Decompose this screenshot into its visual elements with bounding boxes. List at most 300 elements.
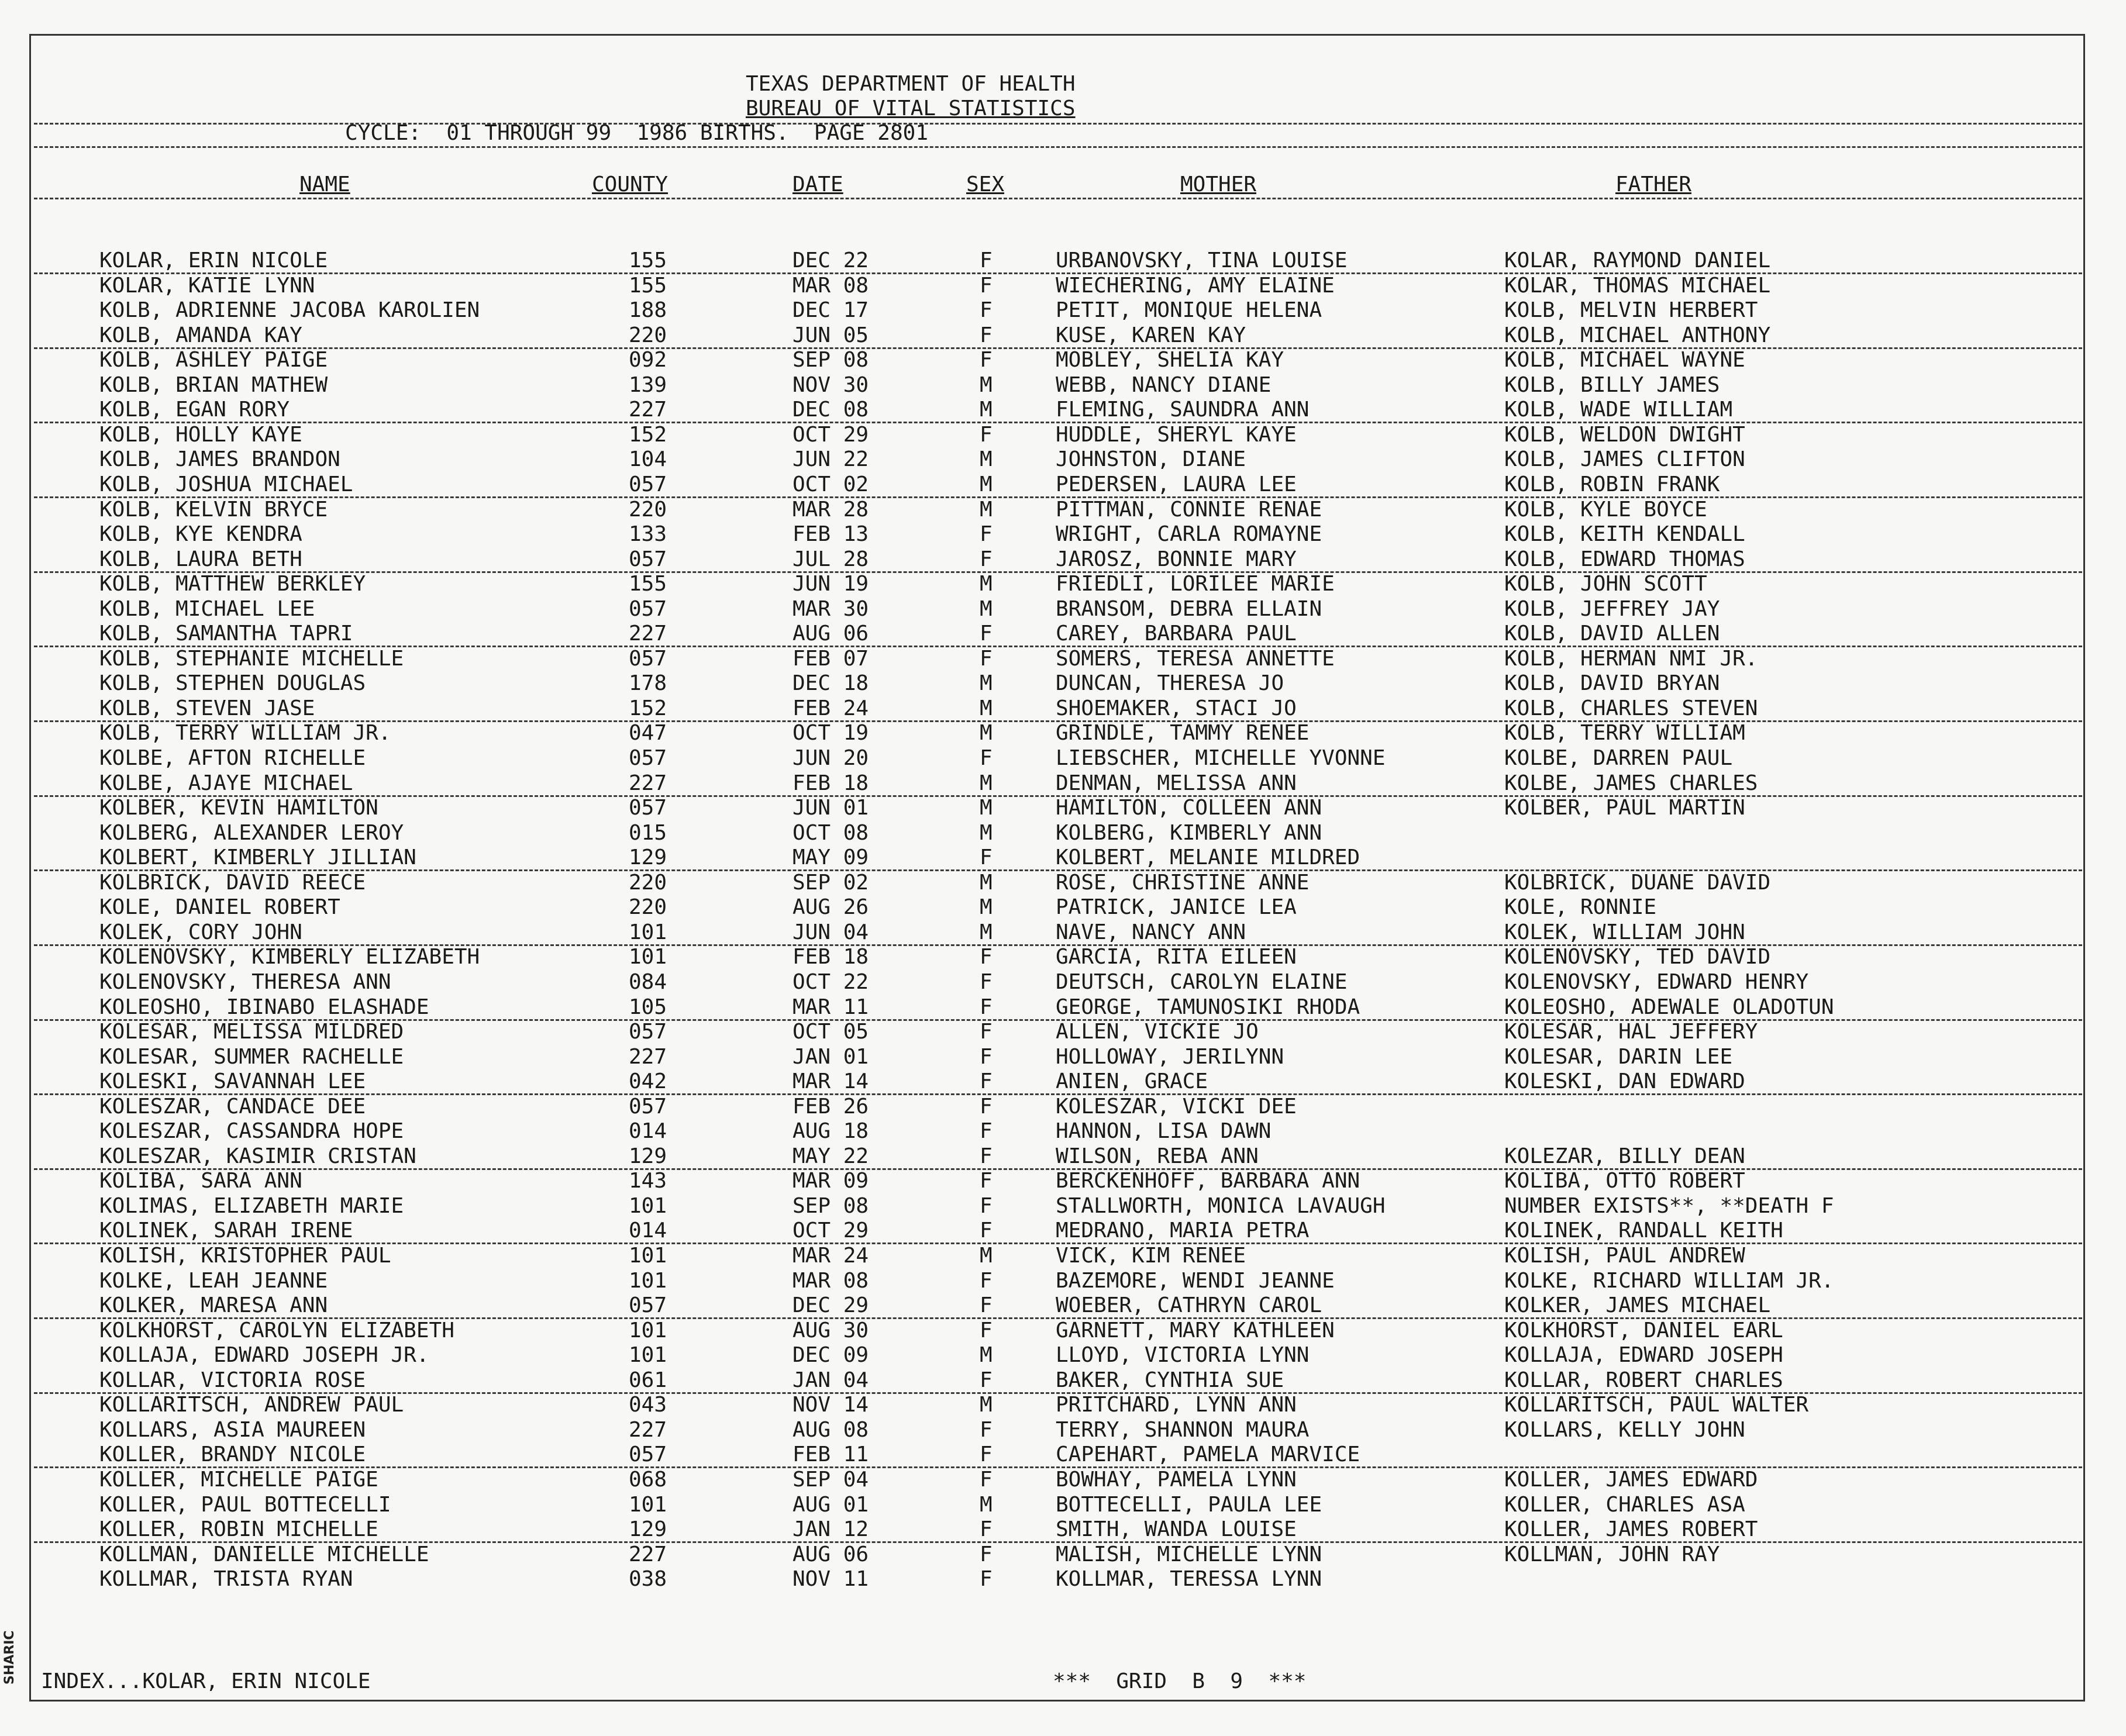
- cell-county: 057: [629, 1020, 667, 1044]
- cell-name: KOLB, SAMANTHA TAPRI: [99, 622, 353, 646]
- cell-sex: M: [980, 871, 993, 895]
- cell-sex: M: [980, 796, 993, 820]
- cell-father: KOLB, TERRY WILLIAM: [1504, 721, 1745, 745]
- cell-sex: F: [980, 249, 993, 272]
- cell-mother: WIECHERING, AMY ELAINE: [1056, 274, 1335, 298]
- cell-name: KOLB, STEVEN JASE: [99, 696, 315, 720]
- cell-county: 139: [629, 373, 667, 397]
- cell-date: AUG 18: [792, 1119, 869, 1143]
- cell-date: MAR 09: [792, 1169, 869, 1193]
- cell-name: KOLEK, CORY JOHN: [99, 920, 302, 944]
- cell-date: MAR 08: [792, 274, 869, 298]
- cell-name: KOLBERG, ALEXANDER LEROY: [99, 821, 404, 845]
- cell-mother: WOEBER, CATHRYN CAROL: [1056, 1293, 1322, 1317]
- cell-father: KOLIBA, OTTO ROBERT: [1504, 1169, 1745, 1193]
- cell-mother: WEBB, NANCY DIANE: [1056, 373, 1272, 397]
- cell-sex: F: [980, 970, 993, 994]
- cell-name: KOLESZAR, KASIMIR CRISTAN: [99, 1144, 416, 1168]
- cell-date: JAN 04: [792, 1368, 869, 1392]
- cell-county: 038: [629, 1567, 667, 1591]
- cell-father: KOLB, WELDON DWIGHT: [1504, 423, 1745, 447]
- cell-date: MAR 30: [792, 597, 869, 621]
- cell-mother: VICK, KIM RENEE: [1056, 1244, 1246, 1268]
- cell-father: KOLB, KYLE BOYCE: [1504, 498, 1707, 522]
- cell-name: KOLLARITSCH, ANDREW PAUL: [99, 1393, 404, 1417]
- cell-date: FEB 07: [792, 647, 869, 671]
- cell-county: 133: [629, 522, 667, 546]
- cell-name: KOLB, BRIAN MATHEW: [99, 373, 328, 397]
- cell-sex: M: [980, 498, 993, 522]
- cell-date: MAY 09: [792, 845, 869, 869]
- cell-county: 084: [629, 970, 667, 994]
- cell-sex: F: [980, 622, 993, 646]
- cell-county: 057: [629, 472, 667, 496]
- cell-county: 152: [629, 696, 667, 720]
- cell-father: KOLENOVSKY, EDWARD HENRY: [1504, 970, 1809, 994]
- cell-county: 057: [629, 1442, 667, 1466]
- cell-date: OCT 05: [792, 1020, 869, 1044]
- cell-sex: F: [980, 1368, 993, 1392]
- divider: [34, 123, 2082, 125]
- cell-mother: SOMERS, TERESA ANNETTE: [1056, 647, 1335, 671]
- cell-father: KOLB, MICHAEL WAYNE: [1504, 348, 1745, 372]
- cell-sex: F: [980, 1194, 993, 1218]
- cell-sex: M: [980, 1393, 993, 1417]
- header-subtitle: BUREAU OF VITAL STATISTICS: [746, 96, 1076, 120]
- cell-date: FEB 13: [792, 522, 869, 546]
- cell-mother: KOLLMAR, TERESSA LYNN: [1056, 1567, 1322, 1591]
- cell-mother: TERRY, SHANNON MAURA: [1056, 1418, 1310, 1442]
- cell-county: 014: [629, 1219, 667, 1243]
- cell-date: MAY 22: [792, 1144, 869, 1168]
- cell-date: DEC 29: [792, 1293, 869, 1317]
- cell-date: MAR 11: [792, 995, 869, 1019]
- cell-county: 101: [629, 945, 667, 969]
- cell-name: KOLESKI, SAVANNAH LEE: [99, 1069, 366, 1093]
- cell-mother: KUSE, KAREN KAY: [1056, 323, 1246, 347]
- cell-father: KOLB, HERMAN NMI JR.: [1504, 647, 1758, 671]
- cell-father: KOLB, CHARLES STEVEN: [1504, 696, 1758, 720]
- cell-mother: HOLLOWAY, JERILYNN: [1056, 1045, 1284, 1069]
- cell-date: DEC 09: [792, 1343, 869, 1367]
- cell-date: JUN 05: [792, 323, 869, 347]
- cell-county: 227: [629, 1542, 667, 1566]
- cell-mother: HAMILTON, COLLEEN ANN: [1056, 796, 1322, 820]
- cell-date: OCT 19: [792, 721, 869, 745]
- cell-mother: MEDRANO, MARIA PETRA: [1056, 1219, 1310, 1243]
- cell-father: KOLEK, WILLIAM JOHN: [1504, 920, 1745, 944]
- cell-name: KOLIMAS, ELIZABETH MARIE: [99, 1194, 404, 1218]
- cell-sex: F: [980, 1169, 993, 1193]
- cell-county: 042: [629, 1069, 667, 1093]
- cell-name: KOLB, AMANDA KAY: [99, 323, 302, 347]
- cell-name: KOLEOSHO, IBINABO ELASHADE: [99, 995, 429, 1019]
- column-header-mother: MOTHER: [1180, 172, 1257, 196]
- cell-date: JUL 28: [792, 547, 869, 571]
- cell-name: KOLBE, AFTON RICHELLE: [99, 746, 366, 770]
- cell-sex: M: [980, 920, 993, 944]
- cell-sex: F: [980, 1045, 993, 1069]
- cell-sex: M: [980, 572, 993, 596]
- cell-date: SEP 02: [792, 871, 869, 895]
- cell-father: KOLLER, JAMES EDWARD: [1504, 1468, 1758, 1492]
- cell-mother: PATRICK, JANICE LEA: [1056, 895, 1297, 919]
- cell-sex: F: [980, 1069, 993, 1093]
- cell-county: 057: [629, 1293, 667, 1317]
- cell-father: KOLISH, PAUL ANDREW: [1504, 1244, 1745, 1268]
- cell-name: KOLLER, MICHELLE PAIGE: [99, 1468, 378, 1492]
- cell-date: FEB 18: [792, 945, 869, 969]
- cell-name: KOLB, MATTHEW BERKLEY: [99, 572, 366, 596]
- cell-county: 092: [629, 348, 667, 372]
- cell-date: OCT 22: [792, 970, 869, 994]
- cell-name: KOLB, JOSHUA MICHAEL: [99, 472, 353, 496]
- cell-mother: BOTTECELLI, PAULA LEE: [1056, 1493, 1322, 1517]
- cell-date: MAR 08: [792, 1269, 869, 1293]
- cell-sex: M: [980, 696, 993, 720]
- cell-father: KOLBRICK, DUANE DAVID: [1504, 871, 1771, 895]
- cell-sex: M: [980, 895, 993, 919]
- cell-father: KOLBER, PAUL MARTIN: [1504, 796, 1745, 820]
- cell-county: 129: [629, 1144, 667, 1168]
- cell-sex: F: [980, 323, 993, 347]
- cell-sex: F: [980, 1542, 993, 1566]
- cell-father: KOLB, MELVIN HERBERT: [1504, 298, 1758, 322]
- cell-name: KOLB, LAURA BETH: [99, 547, 302, 571]
- cell-county: 104: [629, 447, 667, 471]
- cell-sex: F: [980, 298, 993, 322]
- cell-father: KOLKER, JAMES MICHAEL: [1504, 1293, 1771, 1317]
- cell-county: 014: [629, 1119, 667, 1143]
- cell-county: 057: [629, 746, 667, 770]
- cell-father: KOLINEK, RANDALL KEITH: [1504, 1219, 1783, 1243]
- cell-county: 220: [629, 895, 667, 919]
- cell-date: OCT 08: [792, 821, 869, 845]
- cell-mother: WRIGHT, CARLA ROMAYNE: [1056, 522, 1322, 546]
- cell-sex: M: [980, 721, 993, 745]
- cell-sex: F: [980, 274, 993, 298]
- cell-county: 101: [629, 1493, 667, 1517]
- cell-name: KOLKE, LEAH JEANNE: [99, 1269, 328, 1293]
- cell-mother: GEORGE, TAMUNOSIKI RHODA: [1056, 995, 1360, 1019]
- cell-date: AUG 08: [792, 1418, 869, 1442]
- cell-date: AUG 06: [792, 622, 869, 646]
- cell-county: 129: [629, 1517, 667, 1541]
- cell-sex: F: [980, 1020, 993, 1044]
- cell-father: KOLB, JOHN SCOTT: [1504, 572, 1707, 596]
- cell-name: KOLBER, KEVIN HAMILTON: [99, 796, 378, 820]
- cell-sex: M: [980, 597, 993, 621]
- cell-date: FEB 24: [792, 696, 869, 720]
- cell-name: KOLLMAR, TRISTA RYAN: [99, 1567, 353, 1591]
- cell-father: KOLLMAN, JOHN RAY: [1504, 1542, 1720, 1566]
- cell-mother: KOLBERG, KIMBERLY ANN: [1056, 821, 1322, 845]
- cell-mother: PEDERSEN, LAURA LEE: [1056, 472, 1297, 496]
- cell-mother: HUDDLE, SHERYL KAYE: [1056, 423, 1297, 447]
- cell-mother: FLEMING, SAUNDRA ANN: [1056, 398, 1310, 422]
- cell-sex: M: [980, 771, 993, 795]
- cell-mother: MOBLEY, SHELIA KAY: [1056, 348, 1284, 372]
- cell-county: 101: [629, 1194, 667, 1218]
- cell-name: KOLB, KELVIN BRYCE: [99, 498, 328, 522]
- cell-name: KOLESZAR, CASSANDRA HOPE: [99, 1119, 404, 1143]
- cell-county: 227: [629, 622, 667, 646]
- cell-mother: KOLBERT, MELANIE MILDRED: [1056, 845, 1360, 869]
- cell-county: 155: [629, 249, 667, 272]
- cell-mother: SHOEMAKER, STACI JO: [1056, 696, 1297, 720]
- cell-mother: PRITCHARD, LYNN ANN: [1056, 1393, 1297, 1417]
- cell-sex: F: [980, 845, 993, 869]
- cell-mother: ANIEN, GRACE: [1056, 1069, 1208, 1093]
- cell-name: KOLBERT, KIMBERLY JILLIAN: [99, 845, 416, 869]
- column-header-county: COUNTY: [592, 172, 669, 196]
- column-header-father: FATHER: [1615, 172, 1692, 196]
- cell-county: 101: [629, 1244, 667, 1268]
- header-title: TEXAS DEPARTMENT OF HEALTH: [746, 72, 1076, 96]
- cell-date: NOV 30: [792, 373, 869, 397]
- cell-father: KOLKE, RICHARD WILLIAM JR.: [1504, 1269, 1834, 1293]
- cell-county: 068: [629, 1468, 667, 1492]
- cell-date: MAR 24: [792, 1244, 869, 1268]
- cell-mother: LLOYD, VICTORIA LYNN: [1056, 1343, 1310, 1367]
- cell-mother: BERCKENHOFF, BARBARA ANN: [1056, 1169, 1360, 1193]
- cell-name: KOLB, TERRY WILLIAM JR.: [99, 721, 391, 745]
- cell-mother: CAPEHART, PAMELA MARVICE: [1056, 1442, 1360, 1466]
- cell-date: JUN 22: [792, 447, 869, 471]
- cell-father: KOLAR, RAYMOND DANIEL: [1504, 249, 1771, 272]
- cell-name: KOLESAR, MELISSA MILDRED: [99, 1020, 404, 1044]
- cell-father: KOLB, JAMES CLIFTON: [1504, 447, 1745, 471]
- cell-mother: SMITH, WANDA LOUISE: [1056, 1517, 1297, 1541]
- cell-sex: F: [980, 1119, 993, 1143]
- cell-county: 220: [629, 323, 667, 347]
- cell-name: KOLB, EGAN RORY: [99, 398, 290, 422]
- cell-date: DEC 18: [792, 671, 869, 695]
- cell-sex: M: [980, 1343, 993, 1367]
- cell-date: MAR 28: [792, 498, 869, 522]
- cell-county: 047: [629, 721, 667, 745]
- cell-mother: JOHNSTON, DIANE: [1056, 447, 1246, 471]
- cell-mother: BAKER, CYNTHIA SUE: [1056, 1368, 1284, 1392]
- cell-sex: F: [980, 746, 993, 770]
- cell-name: KOLLMAN, DANIELLE MICHELLE: [99, 1542, 429, 1566]
- cell-date: AUG 01: [792, 1493, 869, 1517]
- column-header-sex: SEX: [966, 172, 1005, 196]
- cell-sex: F: [980, 995, 993, 1019]
- cell-mother: LIEBSCHER, MICHELLE YVONNE: [1056, 746, 1386, 770]
- grid-label: *** GRID B 9 ***: [1053, 1669, 1307, 1693]
- cell-date: DEC 08: [792, 398, 869, 422]
- cell-father: KOLESAR, DARIN LEE: [1504, 1045, 1733, 1069]
- cell-date: SEP 08: [792, 348, 869, 372]
- cell-mother: GARCIA, RITA EILEEN: [1056, 945, 1297, 969]
- cell-county: 015: [629, 821, 667, 845]
- cell-father: KOLEOSHO, ADEWALE OLADOTUN: [1504, 995, 1834, 1019]
- cell-father: KOLLAJA, EDWARD JOSEPH: [1504, 1343, 1783, 1367]
- cell-mother: ALLEN, VICKIE JO: [1056, 1020, 1259, 1044]
- cell-sex: F: [980, 1418, 993, 1442]
- cell-sex: F: [980, 1269, 993, 1293]
- cell-date: NOV 11: [792, 1567, 869, 1591]
- cell-sex: F: [980, 423, 993, 447]
- cell-mother: HANNON, LISA DAWN: [1056, 1119, 1272, 1143]
- cell-father: KOLESAR, HAL JEFFERY: [1504, 1020, 1758, 1044]
- cell-date: AUG 26: [792, 895, 869, 919]
- cell-name: KOLB, STEPHEN DOUGLAS: [99, 671, 366, 695]
- cell-name: KOLLER, BRANDY NICOLE: [99, 1442, 366, 1466]
- cell-mother: BOWHAY, PAMELA LYNN: [1056, 1468, 1297, 1492]
- cell-name: KOLENOVSKY, THERESA ANN: [99, 970, 391, 994]
- cell-sex: F: [980, 1293, 993, 1317]
- cell-county: 101: [629, 1269, 667, 1293]
- cell-date: DEC 22: [792, 249, 869, 272]
- cell-mother: DEUTSCH, CAROLYN ELAINE: [1056, 970, 1348, 994]
- cell-father: KOLLARS, KELLY JOHN: [1504, 1418, 1745, 1442]
- cell-name: KOLLER, ROBIN MICHELLE: [99, 1517, 378, 1541]
- cell-name: KOLB, JAMES BRANDON: [99, 447, 340, 471]
- cell-sex: F: [980, 1442, 993, 1466]
- cell-name: KOLBRICK, DAVID REECE: [99, 871, 366, 895]
- cell-county: 152: [629, 423, 667, 447]
- cell-county: 057: [629, 597, 667, 621]
- cell-county: 227: [629, 1045, 667, 1069]
- cell-date: JUN 04: [792, 920, 869, 944]
- cell-mother: MALISH, MICHELLE LYNN: [1056, 1542, 1322, 1566]
- cell-name: KOLB, ASHLEY PAIGE: [99, 348, 328, 372]
- cell-name: KOLB, KYE KENDRA: [99, 522, 302, 546]
- cell-sex: F: [980, 1517, 993, 1541]
- cell-father: KOLB, JEFFREY JAY: [1504, 597, 1720, 621]
- cell-county: 220: [629, 871, 667, 895]
- cell-mother: JAROSZ, BONNIE MARY: [1056, 547, 1297, 571]
- cell-father: KOLB, KEITH KENDALL: [1504, 522, 1745, 546]
- cell-date: AUG 30: [792, 1319, 869, 1342]
- index-label: INDEX...KOLAR, ERIN NICOLE: [41, 1669, 371, 1693]
- cell-name: KOLAR, KATIE LYNN: [99, 274, 315, 298]
- cell-county: 057: [629, 547, 667, 571]
- cell-name: KOLESAR, SUMMER RACHELLE: [99, 1045, 404, 1069]
- cell-date: JUN 19: [792, 572, 869, 596]
- cell-name: KOLIBA, SARA ANN: [99, 1169, 302, 1193]
- cell-sex: M: [980, 373, 993, 397]
- cell-name: KOLISH, KRISTOPHER PAUL: [99, 1244, 391, 1268]
- cell-date: MAR 14: [792, 1069, 869, 1093]
- cell-mother: PITTMAN, CONNIE RENAE: [1056, 498, 1322, 522]
- cell-county: 101: [629, 920, 667, 944]
- cell-sex: M: [980, 671, 993, 695]
- cell-mother: WILSON, REBA ANN: [1056, 1144, 1259, 1168]
- cell-father: KOLB, ROBIN FRANK: [1504, 472, 1720, 496]
- cell-father: KOLBE, DARREN PAUL: [1504, 746, 1733, 770]
- cell-date: SEP 08: [792, 1194, 869, 1218]
- cell-sex: F: [980, 1567, 993, 1591]
- cell-name: KOLESZAR, CANDACE DEE: [99, 1095, 366, 1119]
- cell-name: KOLB, HOLLY KAYE: [99, 423, 302, 447]
- cell-name: KOLLAR, VICTORIA ROSE: [99, 1368, 366, 1392]
- cell-name: KOLBE, AJAYE MICHAEL: [99, 771, 353, 795]
- cell-father: KOLLARITSCH, PAUL WALTER: [1504, 1393, 1809, 1417]
- cell-mother: GRINDLE, TAMMY RENEE: [1056, 721, 1310, 745]
- cell-name: KOLB, STEPHANIE MICHELLE: [99, 647, 404, 671]
- cell-mother: BRANSOM, DEBRA ELLAIN: [1056, 597, 1322, 621]
- cell-county: 129: [629, 845, 667, 869]
- cell-name: KOLLARS, ASIA MAUREEN: [99, 1418, 366, 1442]
- cell-father: KOLB, WADE WILLIAM: [1504, 398, 1733, 422]
- cell-father: KOLB, BILLY JAMES: [1504, 373, 1720, 397]
- cell-father: KOLB, MICHAEL ANTHONY: [1504, 323, 1771, 347]
- cell-father: KOLESKI, DAN EDWARD: [1504, 1069, 1745, 1093]
- cell-county: 155: [629, 274, 667, 298]
- cell-mother: DUNCAN, THERESA JO: [1056, 671, 1284, 695]
- cell-father: KOLENOVSKY, TED DAVID: [1504, 945, 1771, 969]
- side-stamp: SHARIC: [2, 1630, 17, 1685]
- cell-sex: F: [980, 348, 993, 372]
- cell-name: KOLAR, ERIN NICOLE: [99, 249, 328, 272]
- cell-mother: DENMAN, MELISSA ANN: [1056, 771, 1297, 795]
- cell-date: NOV 14: [792, 1393, 869, 1417]
- cell-date: AUG 06: [792, 1542, 869, 1566]
- cell-mother: KOLESZAR, VICKI DEE: [1056, 1095, 1297, 1119]
- cell-date: OCT 29: [792, 423, 869, 447]
- cell-county: 101: [629, 1319, 667, 1342]
- cell-county: 188: [629, 298, 667, 322]
- cell-county: 143: [629, 1169, 667, 1193]
- cell-county: 227: [629, 1418, 667, 1442]
- cell-mother: GARNETT, MARY KATHLEEN: [1056, 1319, 1335, 1342]
- cell-name: KOLE, DANIEL ROBERT: [99, 895, 340, 919]
- cell-sex: F: [980, 1144, 993, 1168]
- cell-father: KOLB, EDWARD THOMAS: [1504, 547, 1745, 571]
- cell-mother: NAVE, NANCY ANN: [1056, 920, 1246, 944]
- cell-name: KOLLAJA, EDWARD JOSEPH JR.: [99, 1343, 429, 1367]
- cell-date: JAN 01: [792, 1045, 869, 1069]
- cycle-line: CYCLE: 01 THROUGH 99 1986 BIRTHS. PAGE 2801: [345, 121, 928, 145]
- cell-county: 178: [629, 671, 667, 695]
- cell-mother: STALLWORTH, MONICA LAVAUGH: [1056, 1194, 1386, 1218]
- cell-date: FEB 26: [792, 1095, 869, 1119]
- cell-sex: F: [980, 1095, 993, 1119]
- cell-name: KOLB, MICHAEL LEE: [99, 597, 315, 621]
- cell-sex: F: [980, 1319, 993, 1342]
- cell-name: KOLENOVSKY, KIMBERLY ELIZABETH: [99, 945, 480, 969]
- cell-name: KOLINEK, SARAH IRENE: [99, 1219, 353, 1243]
- cell-name: KOLB, ADRIENNE JACOBA KAROLIEN: [99, 298, 480, 322]
- cell-father: KOLB, DAVID BRYAN: [1504, 671, 1720, 695]
- cell-sex: M: [980, 821, 993, 845]
- cell-date: JUN 01: [792, 796, 869, 820]
- cell-father: KOLLER, JAMES ROBERT: [1504, 1517, 1758, 1541]
- cell-sex: F: [980, 647, 993, 671]
- cell-date: DEC 17: [792, 298, 869, 322]
- cell-name: KOLKHORST, CAROLYN ELIZABETH: [99, 1319, 454, 1342]
- cell-sex: M: [980, 1493, 993, 1517]
- divider: [34, 146, 2082, 148]
- cell-father: KOLAR, THOMAS MICHAEL: [1504, 274, 1771, 298]
- cell-county: 043: [629, 1393, 667, 1417]
- cell-date: JAN 12: [792, 1517, 869, 1541]
- cell-date: FEB 11: [792, 1442, 869, 1466]
- cell-county: 057: [629, 647, 667, 671]
- cell-mother: URBANOVSKY, TINA LOUISE: [1056, 249, 1348, 272]
- cell-date: SEP 04: [792, 1468, 869, 1492]
- cell-county: 061: [629, 1368, 667, 1392]
- cell-father: KOLB, DAVID ALLEN: [1504, 622, 1720, 646]
- cell-sex: M: [980, 1244, 993, 1268]
- cell-date: JUN 20: [792, 746, 869, 770]
- cell-sex: F: [980, 1219, 993, 1243]
- cell-father: KOLEZAR, BILLY DEAN: [1504, 1144, 1745, 1168]
- cell-mother: FRIEDLI, LORILEE MARIE: [1056, 572, 1335, 596]
